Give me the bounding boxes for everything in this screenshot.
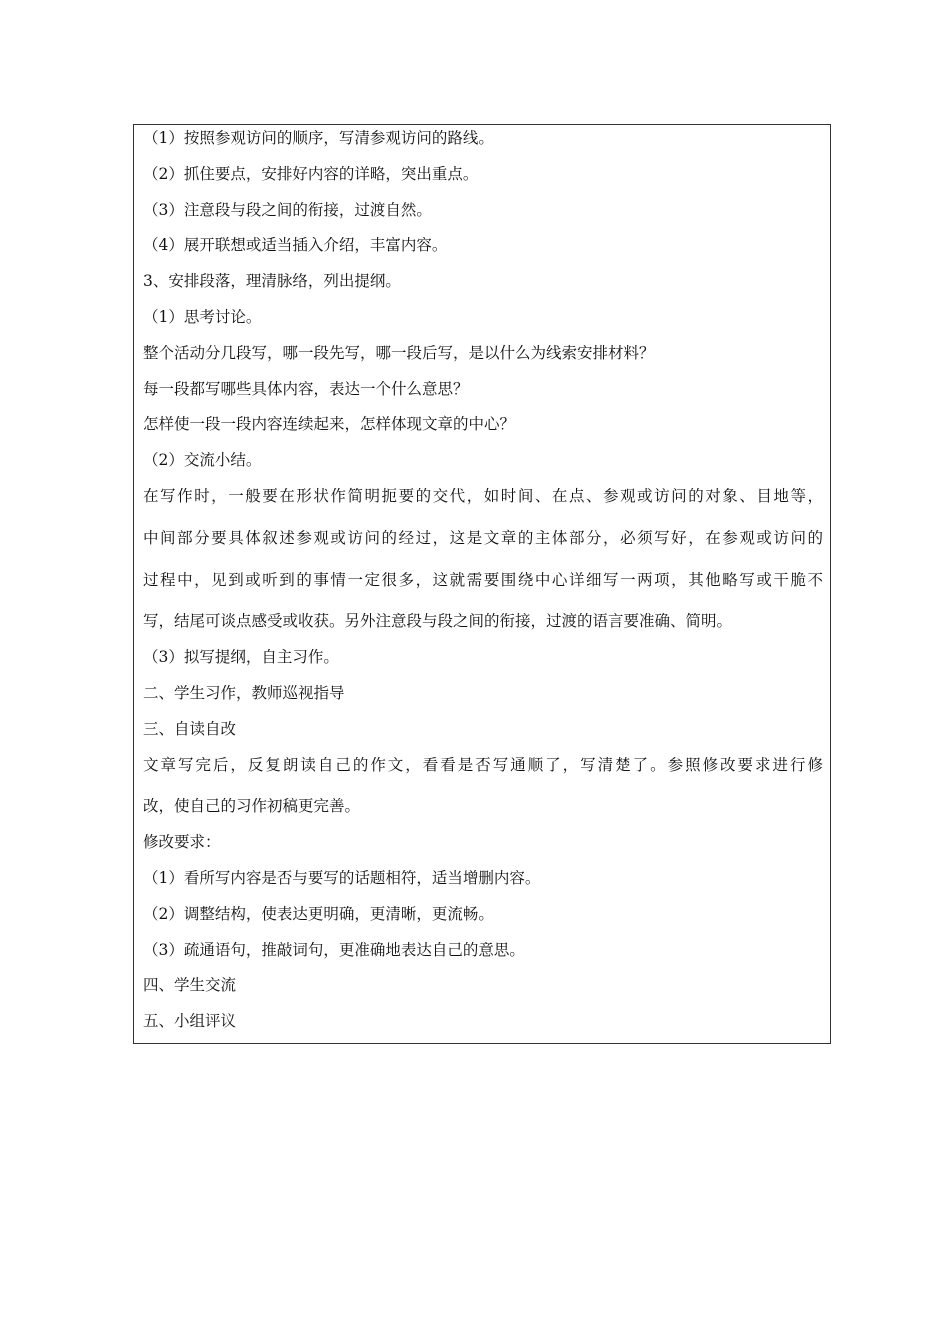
text-line: （1）思考讨论。 <box>143 308 262 326</box>
text-line: 整个活动分几段写，哪一段先写，哪一段后写，是以什么为线索安排材料？ <box>143 344 655 362</box>
text-line: （3）拟写提纲，自主习作。 <box>143 648 339 666</box>
text-line: （1）看所写内容是否与要写的话题相符，适当增删内容。 <box>143 869 541 887</box>
text-line: 二、学生习作，教师巡视指导 <box>143 684 345 702</box>
text-line: 文章写完后，反复朗读自己的作文，看看是否写通顺了，写清楚了。参照修改要求进行修 <box>143 756 823 774</box>
text-line: （2）交流小结。 <box>143 451 262 469</box>
text-line: 修改要求： <box>143 833 221 851</box>
text-line: 写，结尾可谈点感受或收获。另外注意段与段之间的衔接，过渡的语言要准确、简明。 <box>143 612 733 630</box>
text-line: 过程中，见到或听到的事情一定很多，这就需要围绕中心详细写一两项，其他略写或干脆不 <box>143 571 823 589</box>
text-line: 中间部分要具体叙述参观或访问的经过，这是文章的主体部分，必须写好，在参观或访问的 <box>143 529 823 547</box>
text-line: （3）疏通语句，推敲词句，更准确地表达自己的意思。 <box>143 941 525 959</box>
text-line: （4）展开联想或适当插入介绍，丰富内容。 <box>143 236 448 254</box>
text-line: 改，使自己的习作初稿更完善。 <box>143 797 361 815</box>
text-line: （2）抓住要点，安排好内容的详略，突出重点。 <box>143 165 479 183</box>
text-line: 怎样使一段一段内容连续起来，怎样体现文章的中心？ <box>143 415 516 433</box>
text-line: 三、自读自改 <box>143 720 237 738</box>
text-line: 四、学生交流 <box>143 976 237 994</box>
text-line: 3、安排段落，理清脉络，列出提纲。 <box>143 272 401 290</box>
text-line: 五、小组评议 <box>143 1012 237 1030</box>
text-line: 在写作时，一般要在形状作简明扼要的交代，如时间、在点、参观或访问的对象、目地等， <box>143 487 823 505</box>
text-line: （3）注意段与段之间的衔接，过渡自然。 <box>143 201 432 219</box>
text-line: （2）调整结构，使表达更明确，更清晰，更流畅。 <box>143 905 494 923</box>
text-line: 每一段都写哪些具体内容，表达一个什么意思？ <box>143 380 469 398</box>
text-line: （1）按照参观访问的顺序，写清参观访问的路线。 <box>143 129 494 147</box>
